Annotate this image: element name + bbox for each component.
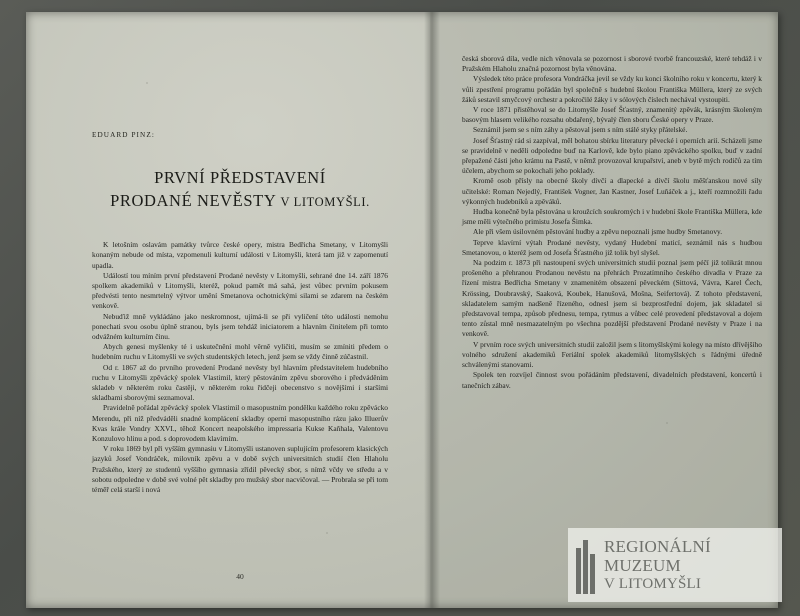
paragraph: Spolek ten rozvíjel činnost svou pořádáním představení, divadelních představení, koncertů i tanečních zábav. xyxy=(462,370,762,390)
paper-speck xyxy=(326,532,328,534)
paragraph: Ale při všem úsilovném pěstování hudby a zpěvu nepoznali jsme hudby Smetanovy. xyxy=(473,227,723,237)
paper-speck xyxy=(666,422,668,424)
paragraph: Kromě osob přísly na obecné školy dívčí a dlapecké a dívčí školu měšťanskou nové síly učitelské: Roman Nejedlý, František Vogner, Jan Kastner, Josef Luňáček a j., kteří rozmnožili řadu výkonných hudebníků a zpěváků. xyxy=(462,176,762,206)
watermark-text xyxy=(604,537,711,594)
paragraph: Teprve klavírní výtah Prodané nevěsty, vydaný Hudební maticí, seznámil nás s hudbou Smetanovou, o kteréž jsem od Josefa Šťastného již tolik byl slyšel. xyxy=(462,237,762,257)
paragraph: V roku 1869 byl při vyšším gymnasiu v Litomyšli ustanoven suplujícím profesorem klasických jazyků Josef Vondráček, milovník zpěvu a v době svých universitních studií člen Hlaholu Pražského, který ze studentů vyššího gymnasia zřídil pěvecký sbor, s nímž včdy ve středu a v sobotu odpoledne v době své volné pět skladby pro mužský sbor nacvičoval. — Probrala se při tom téměř celá starší i nová xyxy=(92,444,388,495)
paragraph: Událostí tou míním první představení Prodané nevěsty v Litomyšli, sehrané dne 14. září 1876 spolkem akademiků v Litomyšli, kteréž, pokud pamět má sahá, jest vůbec prvním pokusem předvésti tento nesmrtelný výtvor umění Smetanova ochotnickými silami se zdarem na českém venkově. xyxy=(92,270,388,311)
paragraph: Pravidelně pořádal zpěvácký spolek Vlastimil o masopustním pondělku každého roku zpěvácko Merendu, při níž předváděli snadné komplácení skladby operní masopustního rázu jako Illuerův Kvas krále Vondry XXVI., těhož Koncert neapolského impressaria Kukse Kaňhala, Valentovu Konzulovo hlinu a pod. s doprovodem klavírním. xyxy=(92,403,388,444)
left-text-column xyxy=(92,130,388,495)
paragraph: Seznámil jsem se s ním záhy a pěstoval jsem s ním stálé styky přátelské. xyxy=(473,125,688,135)
paragraph: česká sborová díla, vedle nich věnovala se pozornost i sborové tvorbě francouzské, které tehdáž i v Pražském Hlaholu značná pozornost byla věnována. xyxy=(462,54,762,74)
paragraph: Nebuďiž mně vykládáno jako neskromnost, ujímá-li se při vyličení této události nemohu ponechati svou osobu úplně stranou, byls jsem tehdáž iniciatorem a hlavním činitelem při tomto odvážném kulturním činu. xyxy=(92,311,388,342)
watermark-line-2: MUZEUM xyxy=(604,555,681,575)
paragraph: Abych genesi myšlenky té i uskutečnění mohl věrně vyličiti, musím se zmíniti předem o hudebním ruchu v Litomyšli ve svých studentských letech, jenž jsem se vždy činně zúčastnil. xyxy=(92,342,388,362)
page-fold-shadow xyxy=(424,12,440,608)
page-title-line-2-suffix: V LITOMYŠLI. xyxy=(280,195,370,210)
museum-bars-icon xyxy=(574,536,600,594)
paper-speck xyxy=(146,82,148,84)
right-text-column xyxy=(462,54,762,391)
page-number: 40 xyxy=(236,572,244,581)
paragraph: Od r. 1867 až do prvního provedení Prodané nevěsty byl hlavním představitelem hudebního ruchu v Litomyšli zpěvácký spolek Vlastimil, který pěstováním zpěvu sborového i předváděním skladeb v některém roku častěji, v některém roku řidčeji obecenstvo s novějšími i staršími skladbami sborovými seznamoval. xyxy=(92,362,388,403)
paragraph: Výsledek této práce profesora Vondráčka jevil se vždy ku konci školního roku v koncertu, který k vůli zpestření programu pořádán byl společně s hudební školou Františka Müllera, který ze svých žáků sestavil smyčcový orchestr a pokročilé žáky i v sólových číslech nechával vystoupiti. xyxy=(462,74,762,104)
paragraph: V prvním roce svých universitních studií založil jsem s litomyšlskými kolegy na místo dřívějšího volného sdružení akademiků Feriální spolek akademiků litomyšlských s řádnými úředně schválenými stanovami. xyxy=(462,339,762,370)
page-title-line-2: PRODANÉ NEVĚSTY xyxy=(110,191,276,211)
watermark-line-1: REGIONÁLNÍ xyxy=(604,536,711,556)
paragraph: Josef Šťastný rád si zazpíval, měl bohatou sbírku literatury pěvecké i operních arií. Scházeli jsme se pravidelně v neděli odpoledne buď na Karlově, kde bylo piano zpěváckého spolku, buď v zadní přepažené části jeho krámu na Pastě, v němž provozoval krupařství, aneb v bytě mých rodičů za tím účelem, abychom se pokochali jeho poklady. xyxy=(462,135,762,176)
watermark-line-3: V LITOMYŠLI xyxy=(604,575,702,592)
author-byline: EDUARD PINZ: xyxy=(92,131,155,139)
paragraph: Na podzim r. 1873 při nastoupení svých universitních studií poznal jsem péčí již tolikrát mnou prošeného a přehranou Prodanou nevěstu na přehrách Prozatímního českého divadla v Praze za řízení mistra Bedřicha Smetany v znamenitém obsazení pěveckém (Sittová, Vávra, Karel Čech, Krössing, Doubravský, Saaková, Koubek, Hanušová, Mošna, Seifertová). Z tohoto představení, skladatelem samým nadšeně řízeného, odnesl jsem si bezprostřední dojem, jak skladatel si představoval tempa, způsob přednesu, tempa, rytmus a vůbec celé provedení představoval a dojem tento zůstal mně nesmazatelným po všechna pozdější představení Prodané nevěsty v Praze i na venkově. xyxy=(462,258,762,339)
paragraph: Hudba konečně byla pěstována u kroužcích soukromých i v hudební škole Františka Müllera, kde jsme měli výtečného primistu Josefa Šimka. xyxy=(462,207,762,227)
document-page xyxy=(26,12,778,608)
paragraph: K letošním oslavám památky tvůrce české opery, mistra Bedřicha Smetany, v Litomyšli konaným nebude od místa, vzpomenuli kulturní události v Litomyšli, která tam již v zapomenutí upadla. xyxy=(92,240,388,270)
page-title-line-1: PRVNÍ PŘEDSTAVENÍ xyxy=(154,168,326,188)
page-title xyxy=(92,166,388,214)
museum-watermark xyxy=(568,528,782,602)
paragraph: V roce 1871 přistěhoval se do Litomyšle Josef Šťastný, znamenitý zpěvák, krásným školeným basovým hlasem velikého rozsahu obdařený, bývalý člen sboru České opery v Praze. xyxy=(462,105,762,125)
